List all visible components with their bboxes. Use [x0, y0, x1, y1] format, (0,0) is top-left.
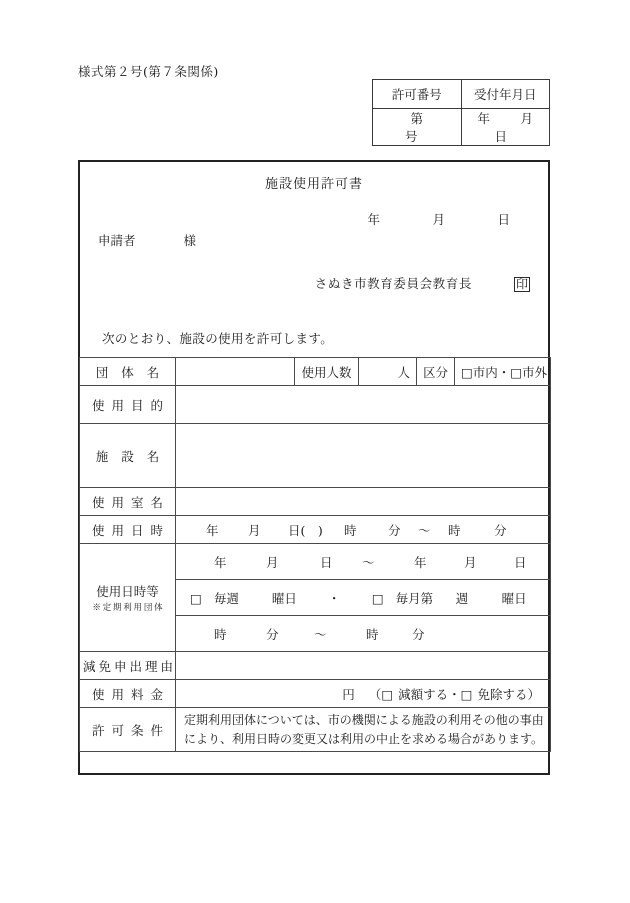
label-conditions: 許可条件: [80, 708, 176, 752]
label-group-name: 団体名: [80, 358, 176, 386]
weekly-separator: ・: [327, 590, 341, 606]
fee-reduce-label: 減額する: [398, 686, 449, 702]
label-use-datetime-etc-sub: ※定期利用団体: [92, 603, 165, 613]
document-title: 施設使用許可書: [264, 177, 363, 192]
label-reduction-reason: 減免申出理由: [80, 652, 176, 680]
value-conditions: 定期利用団体については、市の機関による施設の利用その他の事由により、利用日時の変更又は利用の中止を求める場合があります。: [176, 708, 551, 752]
use-datetime-hour-start: 時: [344, 522, 357, 538]
time-hour-start: 時: [214, 626, 227, 642]
period-day-start: 日: [320, 554, 333, 570]
permit-number-table: [372, 79, 564, 146]
label-kubun: 区分: [417, 358, 455, 386]
use-datetime-min-start: 分: [388, 522, 401, 538]
issuer-name: さぬき市教育委員会教育長: [314, 276, 472, 291]
value-weekly[interactable]: [176, 580, 551, 616]
value-purpose[interactable]: [176, 386, 551, 424]
label-room: 使用室名: [80, 488, 176, 516]
lead-sentence: 次のとおり、施設の使用を許可します。: [102, 331, 334, 346]
weekly-weekday: 曜日: [271, 590, 297, 606]
fee-separator: ・: [448, 686, 461, 702]
weekly-checkbox[interactable]: □: [190, 590, 202, 606]
kubun-options[interactable]: □市内・□市外: [455, 358, 551, 386]
receipt-date-header: 受付年月日: [461, 80, 550, 109]
applicant-label: 申請者: [98, 233, 136, 248]
period-month-start: 月: [266, 554, 279, 570]
table-row-conditions: [80, 708, 551, 752]
permit-no-header: 許可番号: [373, 80, 462, 109]
use-datetime-min-end: 分: [494, 522, 507, 538]
value-facility[interactable]: [176, 424, 551, 488]
table-row-reduction-reason: [80, 652, 551, 680]
value-time-range[interactable]: [176, 616, 551, 652]
fee-close-paren: ）: [527, 686, 540, 702]
table-row-facility: [80, 424, 551, 488]
permit-main-box: [78, 160, 550, 775]
period-day-end: 日: [514, 554, 527, 570]
table-row-purpose: [80, 386, 551, 424]
table-row-group-name: [80, 358, 551, 386]
value-people-count[interactable]: 人: [359, 358, 417, 386]
fee-exempt-label: 免除する: [477, 686, 528, 702]
fee-open-paren: （: [368, 686, 382, 702]
applicant-line: [98, 231, 196, 249]
monthly-week-no: 週: [455, 590, 469, 606]
value-period[interactable]: [176, 544, 551, 580]
label-use-datetime: 使用日時: [80, 516, 176, 544]
period-year-end: 年: [414, 554, 427, 570]
fee-reduce-checkbox[interactable]: □: [381, 686, 394, 702]
label-fee: 使用料金: [80, 680, 176, 708]
permit-no-value[interactable]: [373, 109, 482, 146]
time-tilde: ～: [314, 626, 327, 642]
label-facility: 施設名: [80, 424, 176, 488]
period-tilde: ～: [362, 554, 375, 570]
issuer-line: [80, 274, 548, 292]
fee-unit: 円: [342, 686, 355, 702]
monthly-weekday: 曜日: [501, 590, 527, 606]
time-min-end: 分: [412, 626, 425, 642]
value-use-datetime[interactable]: [176, 516, 551, 544]
label-people-count: 使用人数: [295, 358, 359, 386]
permit-no-text: 第 号: [404, 111, 482, 144]
time-min-start: 分: [266, 626, 279, 642]
period-month-end: 月: [464, 554, 477, 570]
table-row-use-datetime-etc-period: [80, 544, 551, 580]
receipt-date-text: 年 月 日: [477, 111, 564, 144]
value-group-name[interactable]: [176, 358, 295, 386]
issue-date-text: 年 月 日: [367, 212, 530, 227]
receipt-date-value[interactable]: [461, 109, 564, 146]
time-hour-end: 時: [366, 626, 379, 642]
fee-exempt-checkbox[interactable]: □: [460, 686, 473, 702]
use-datetime-day: 日( ): [288, 522, 323, 538]
weekly-label: 毎週: [213, 590, 239, 606]
table-row-use-datetime: [80, 516, 551, 544]
use-datetime-year: 年: [206, 522, 219, 538]
label-use-datetime-etc: 使用日時等 ※定期利用団体: [80, 544, 176, 652]
form-number-label: 様式第２号(第７条関係): [78, 64, 219, 79]
issue-date-line: [347, 210, 530, 228]
use-datetime-tilde: ～: [418, 522, 431, 538]
value-fee[interactable]: [176, 680, 551, 708]
monthly-label: 毎月第: [395, 590, 434, 606]
permit-table-value-row: [373, 109, 550, 146]
value-room[interactable]: [176, 488, 551, 516]
applicant-honorific: 様: [183, 233, 197, 248]
value-reduction-reason[interactable]: [176, 652, 551, 680]
monthly-checkbox[interactable]: □: [371, 590, 384, 606]
table-row-room: [80, 488, 551, 516]
period-year-start: 年: [214, 554, 227, 570]
table-row-fee: [80, 680, 551, 708]
permit-detail-table: [79, 357, 551, 752]
use-datetime-hour-end: 時: [448, 522, 461, 538]
use-datetime-month: 月: [248, 522, 261, 538]
label-purpose: 使用目的: [80, 386, 176, 424]
seal-icon: 印: [515, 277, 528, 291]
permit-table-header-row: [373, 80, 550, 109]
